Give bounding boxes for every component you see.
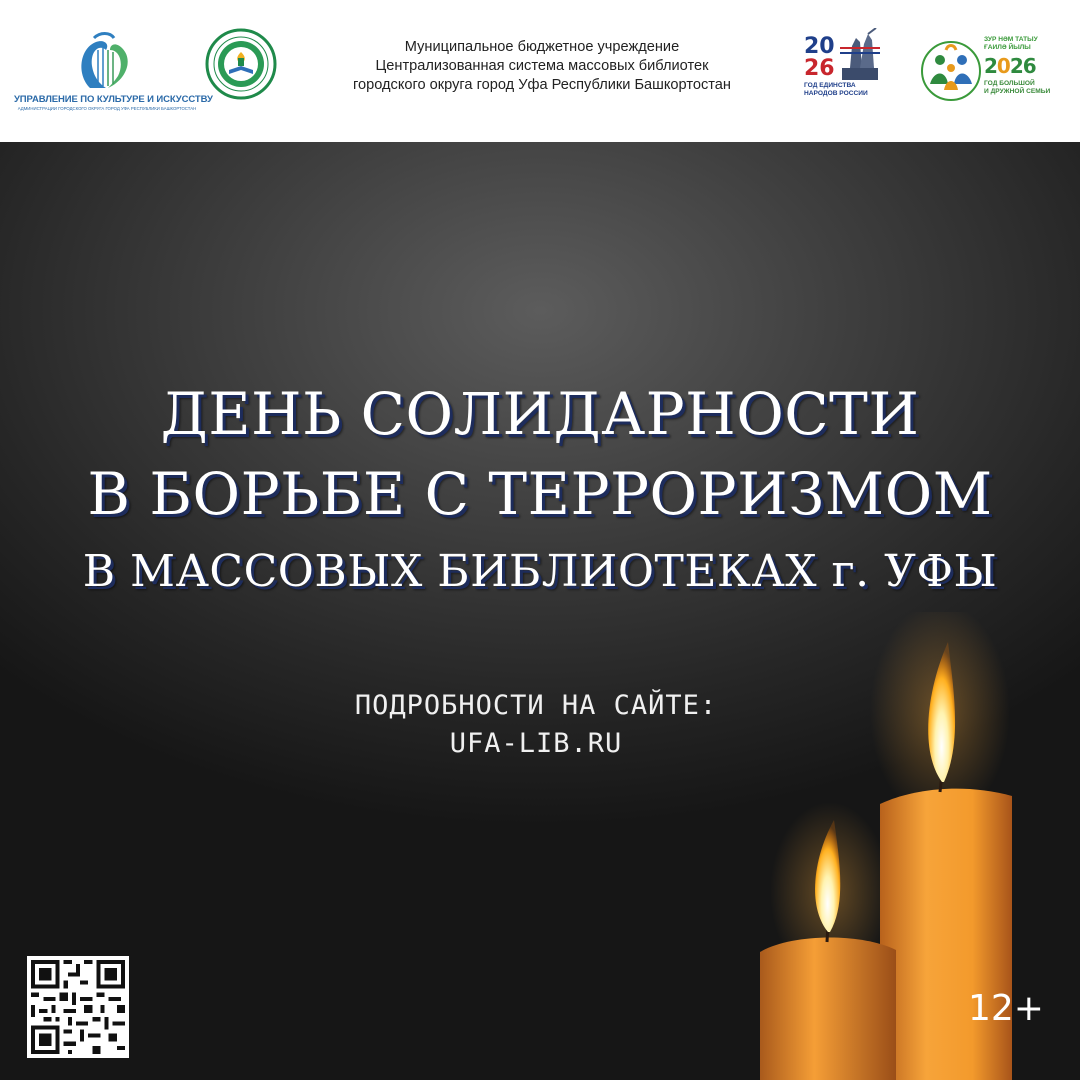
details-label: ПОДРОБНОСТИ НА САЙТЕ: <box>354 690 718 721</box>
details-url[interactable]: UFA-LIB.RU <box>449 728 623 759</box>
year-of-unity-logo <box>804 26 880 106</box>
family-bashkir-line: ЗУР НӘМ ТАТЫУ <box>984 36 1038 43</box>
library-seal-icon <box>205 28 277 100</box>
family-emblem-icon <box>920 40 982 102</box>
culture-department-logo <box>14 30 213 116</box>
tall-candle <box>880 789 1012 1080</box>
lyre-swan-icon <box>70 30 140 94</box>
poster-main <box>0 142 1080 1080</box>
unity-year-caption <box>804 82 880 98</box>
unity-year-top: 20 <box>804 34 835 59</box>
family-year-number <box>984 54 1036 78</box>
age-rating-badge: 12+ <box>968 988 1044 1029</box>
organization-name <box>300 38 784 95</box>
family-bashkir-line: ҒАИЛӘ ЙЫЛЫ <box>984 44 1031 51</box>
family-year-end: 26 <box>1009 54 1036 78</box>
culture-logo-subcaption: АДМИНИСТРАЦИИ ГОРОДСКОГО ОКРУГА ГОРОД УФА РЕСПУБЛИКИ БАШКОРТОСТАН <box>17 106 197 111</box>
organization-line: Муниципальное бюджетное учреждение <box>404 39 680 55</box>
unity-year-numbers <box>804 36 844 80</box>
organization-line: Централизованная система массовых библиотек <box>375 58 709 74</box>
unity-year-bottom: 26 <box>804 56 835 81</box>
unity-caption-line: НАРОДОВ РОССИИ <box>804 90 868 97</box>
culture-logo-caption: УПРАВЛЕНИЕ ПО КУЛЬТУРЕ И ИСКУССТВУ <box>14 94 213 105</box>
family-russian-line: ГОД БОЛЬШОЙ <box>984 80 1035 87</box>
organization-line: городского округа город Уфа Республики Башкортостан <box>353 77 731 93</box>
qr-code-icon[interactable] <box>27 956 129 1058</box>
unity-caption-line: ГОД ЕДИНСТВА <box>804 82 856 89</box>
monument-icon <box>840 28 880 82</box>
family-year-bashkir <box>984 36 1054 52</box>
family-year-russian <box>984 80 1054 96</box>
headline-line-3: В МАССОВЫХ БИБЛИОТЕКАХ г. УФЫ <box>82 546 998 597</box>
library-seal-logo <box>205 28 277 100</box>
header <box>0 0 1080 142</box>
year-of-family-logo <box>920 36 1050 118</box>
family-year-start: 2 <box>984 54 997 78</box>
family-year-middle: 0 <box>996 54 1010 78</box>
family-russian-line: И ДРУЖНОЙ СЕМЬИ <box>984 88 1051 95</box>
headline-line-2: В БОРЬБЕ С ТЕРРОРИЗМОМ <box>87 460 993 528</box>
headline-line-1: ДЕНЬ СОЛИДАРНОСТИ <box>160 380 920 448</box>
short-candle <box>760 937 896 1080</box>
